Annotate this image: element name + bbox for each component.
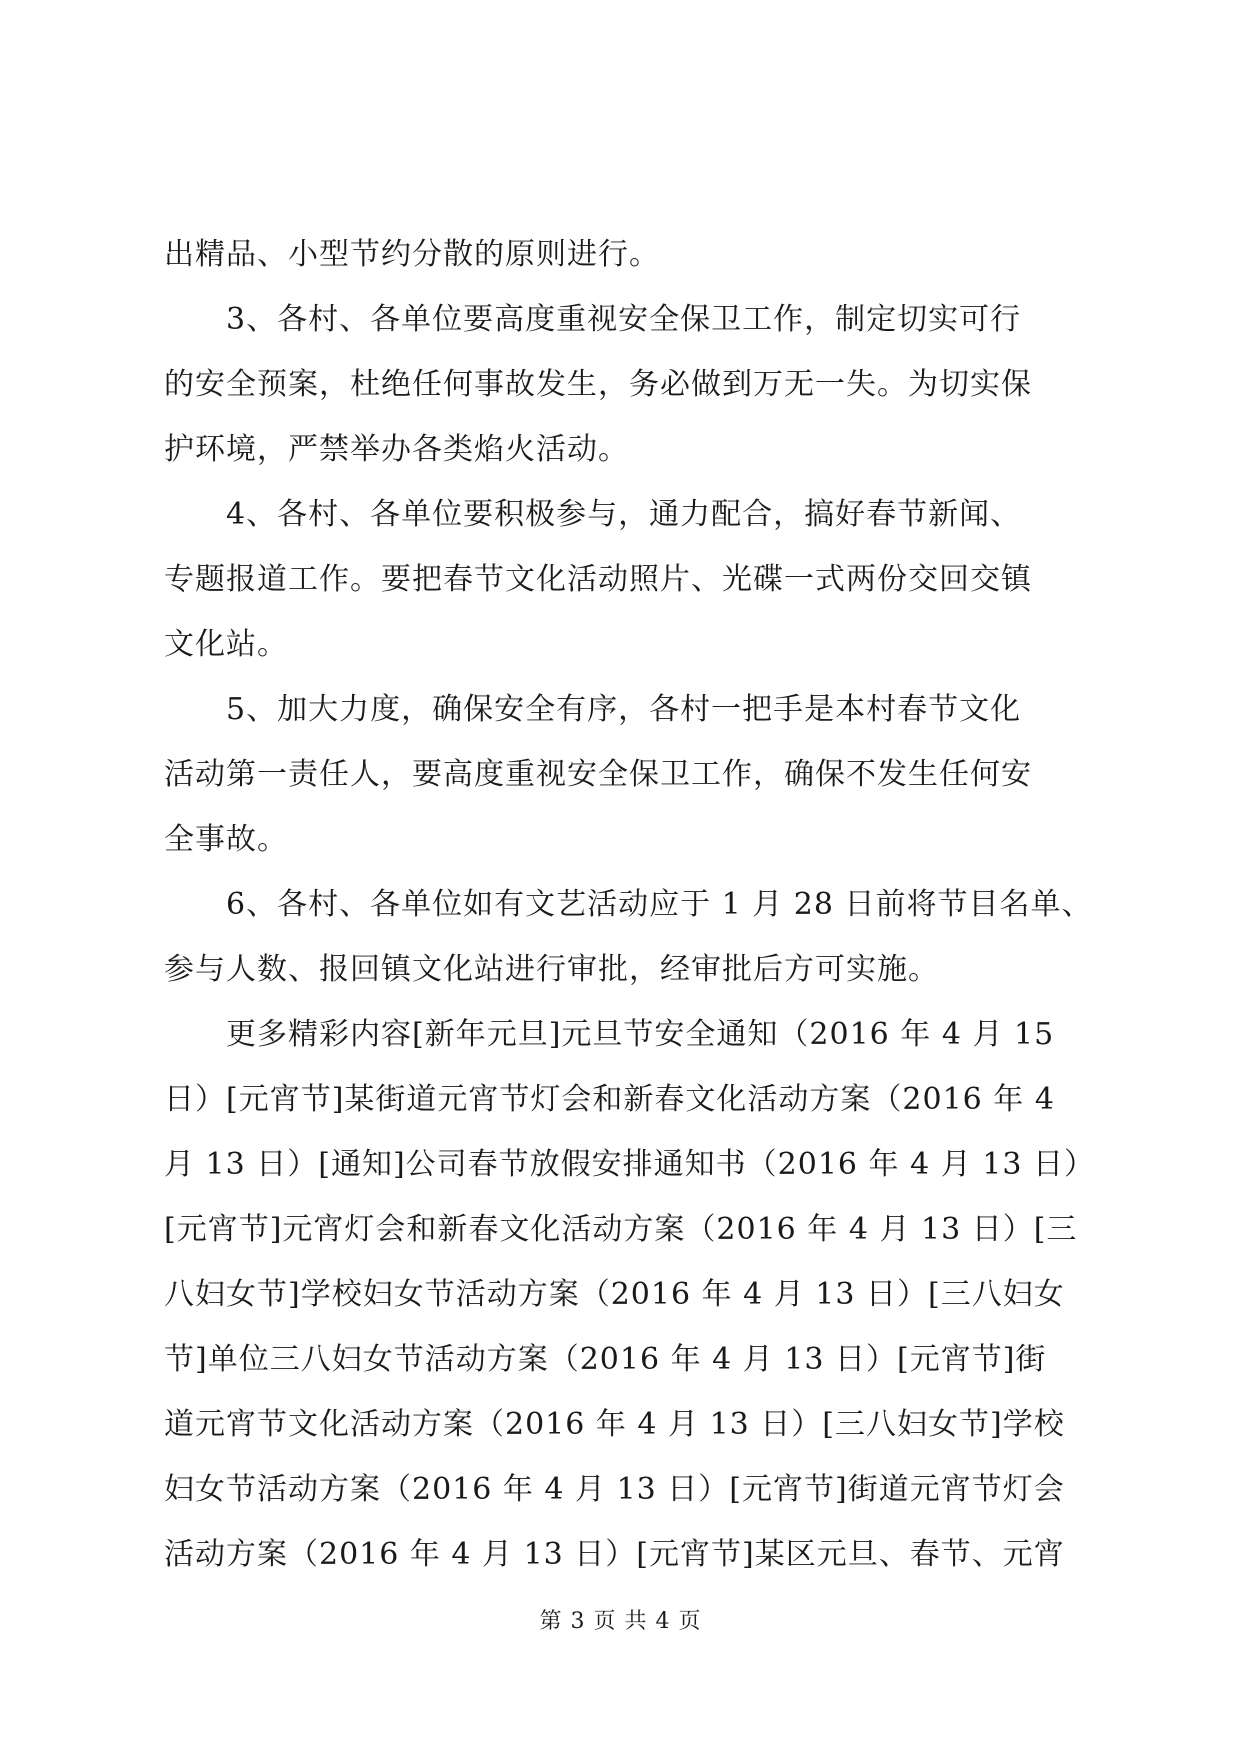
text-line: 专题报道工作。要把春节文化活动照片、光碟一式两份交回交镇: [164, 562, 1032, 597]
text-line: 更多精彩内容[新年元旦]元旦节安全通知（2016 年 4 月 15: [164, 1017, 1055, 1052]
text-line: 6、各村、各单位如有文艺活动应于 1 月 28 日前将节目名单、: [164, 887, 1093, 922]
document-body: [164, 222, 1095, 1587]
text-line: [元宵节]元宵灯会和新春文化活动方案（2016 年 4 月 13 日）[三: [164, 1212, 1078, 1247]
text-line: 月 13 日）[通知]公司春节放假安排通知书（2016 年 4 月 13 日）: [164, 1147, 1095, 1182]
text-line: 活动第一责任人，要高度重视安全保卫工作，确保不发生任何安: [164, 757, 1032, 792]
text-line: 护环境，严禁举办各类焰火活动。: [164, 432, 629, 467]
text-line: 4、各村、各单位要积极参与，通力配合，搞好春节新闻、: [164, 497, 1022, 532]
text-line: 节]单位三八妇女节活动方案（2016 年 4 月 13 日）[元宵节]街: [164, 1342, 1047, 1377]
text-line: 道元宵节文化活动方案（2016 年 4 月 13 日）[三八妇女节]学校: [164, 1407, 1065, 1442]
text-line: 的安全预案，杜绝任何事故发生，务必做到万无一失。为切实保: [164, 367, 1032, 402]
text-line: 日）[元宵节]某街道元宵节灯会和新春文化活动方案（2016 年 4: [164, 1082, 1055, 1117]
text-line: 3、各村、各单位要高度重视安全保卫工作，制定切实可行: [164, 302, 1022, 337]
text-line: 参与人数、报回镇文化站进行审批，经审批后方可实施。: [164, 952, 939, 987]
text-line: 妇女节活动方案（2016 年 4 月 13 日）[元宵节]街道元宵节灯会: [164, 1472, 1065, 1507]
page-number-footer: 第 3 页 共 4 页: [539, 1609, 702, 1634]
text-line: 文化站。: [164, 627, 288, 662]
text-line: 全事故。: [164, 822, 288, 857]
text-line: 八妇女节]学校妇女节活动方案（2016 年 4 月 13 日）[三八妇女: [164, 1277, 1065, 1312]
text-line: 出精品、小型节约分散的原则进行。: [164, 237, 660, 272]
text-line: 5、加大力度，确保安全有序，各村一把手是本村春节文化: [164, 692, 1022, 727]
text-line: 活动方案（2016 年 4 月 13 日）[元宵节]某区元旦、春节、元宵: [164, 1537, 1065, 1572]
